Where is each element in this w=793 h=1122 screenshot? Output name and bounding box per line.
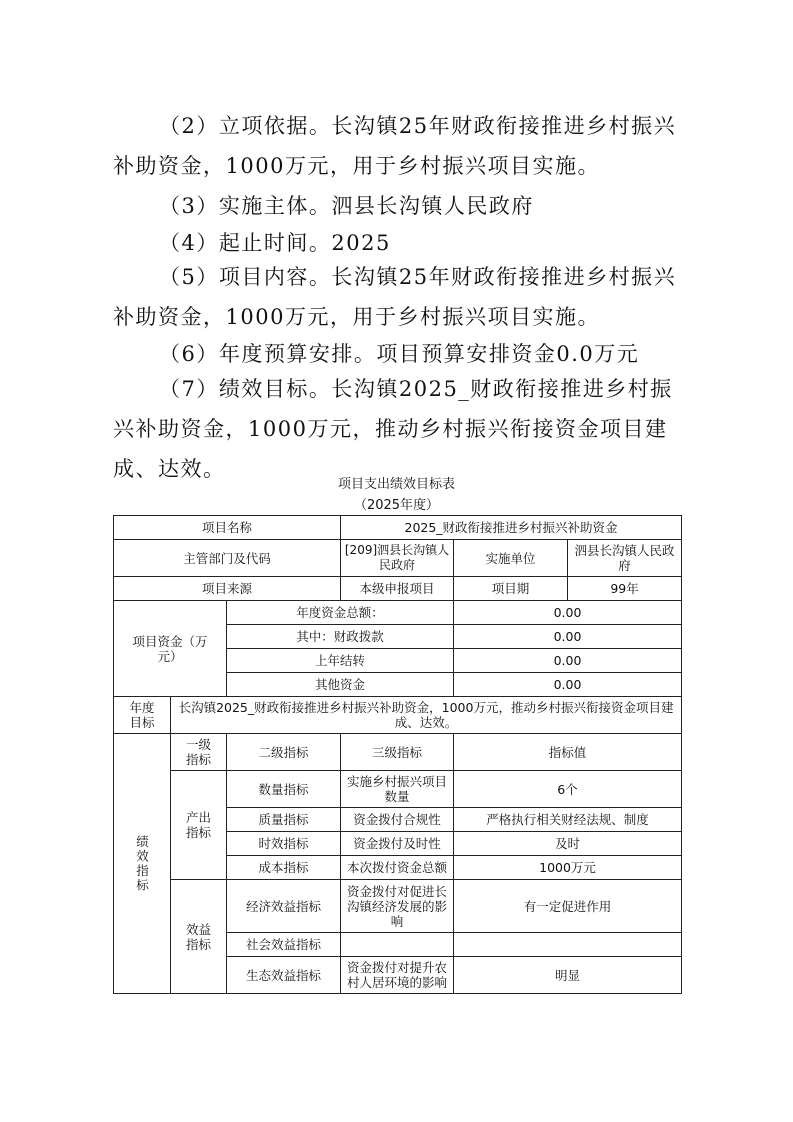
period-label: 项目期 (454, 577, 568, 601)
source-label: 项目来源 (114, 577, 341, 601)
dept-label: 主管部门及代码 (114, 540, 341, 577)
benefit-l3 (341, 933, 454, 957)
header-level1: 一级指标 (171, 734, 227, 771)
performance-table (113, 515, 682, 994)
output-l2: 数量指标 (227, 771, 341, 808)
header-level2: 二级指标 (227, 734, 341, 771)
paragraph-content: （5）项目内容。长沟镇25年财政衔接推进乡村振兴补助资金，1000万元，用于乡村振兴项目实施。 (113, 265, 677, 329)
perf-indicators-label: 绩效指标 (114, 734, 171, 994)
paragraph-implementer: （3）实施主体。泗县长沟镇人民政府 (159, 194, 534, 218)
funds-other-label: 其他资金 (227, 673, 454, 697)
table-year: （2025年度） (353, 498, 440, 513)
impl-unit-label: 实施单位 (454, 540, 568, 577)
output-value: 严格执行相关财经法规、制度 (454, 808, 682, 832)
funds-other-value: 0.00 (454, 673, 682, 697)
header-value: 指标值 (454, 734, 682, 771)
benefit-l2: 社会效益指标 (227, 933, 341, 957)
funds-carryover-label: 上年结转 (227, 649, 454, 673)
annual-goal-label: 年度目标 (114, 697, 171, 734)
table-title: 项目支出绩效目标表 (337, 477, 455, 492)
funds-label: 项目资金（万元） (114, 601, 227, 697)
benefit-value: 明显 (454, 957, 682, 994)
benefit-indicators-label: 效益指标 (171, 880, 227, 994)
dept-value: [209]泗县长沟镇人民政府 (341, 540, 454, 577)
funds-carryover-value: 0.00 (454, 649, 682, 673)
paragraph-goal: （7）绩效目标。长沟镇2025_财政衔接推进乡村振兴补助资金，1000万元，推动乡村振兴衔接资金项目建成、达效。 (113, 377, 673, 481)
annual-goal-value: 长沟镇2025_财政衔接推进乡村振兴补助资金，1000万元，推动乡村振兴衔接资金项目建成、达效。 (171, 697, 682, 734)
output-l3: 实施乡村振兴项目数量 (341, 771, 454, 808)
funds-total-value: 0.00 (454, 601, 682, 625)
project-name-value: 2025_财政衔接推进乡村振兴补助资金 (341, 516, 682, 540)
output-l2: 质量指标 (227, 808, 341, 832)
output-l3: 资金拨付及时性 (341, 832, 454, 856)
funds-fiscal-label: 其中：财政拨款 (227, 625, 454, 649)
benefit-l3: 资金拨付对促进长沟镇经济发展的影响 (341, 880, 454, 933)
paragraph-project-basis: （2）立项依据。长沟镇25年财政衔接推进乡村振兴补助资金，1000万元，用于乡村振兴项目实施。 (113, 114, 677, 178)
benefit-l2: 生态效益指标 (227, 957, 341, 994)
output-l3: 本次拨付资金总额 (341, 856, 454, 880)
output-value: 及时 (454, 832, 682, 856)
source-value: 本级申报项目 (341, 577, 454, 601)
funds-fiscal-value: 0.00 (454, 625, 682, 649)
funds-total-label: 年度资金总额： (227, 601, 454, 625)
header-level3: 三级指标 (341, 734, 454, 771)
benefit-l2: 经济效益指标 (227, 880, 341, 933)
project-name-label: 项目名称 (114, 516, 341, 540)
output-l2: 时效指标 (227, 832, 341, 856)
paragraph-period: （4）起止时间。2025 (159, 231, 391, 255)
benefit-value: 有一定促进作用 (454, 880, 682, 933)
paragraph-budget: （6）年度预算安排。项目预算安排资金0.0万元 (159, 342, 640, 366)
output-indicators-label: 产出指标 (171, 771, 227, 880)
period-value: 99年 (568, 577, 682, 601)
output-value: 1000万元 (454, 856, 682, 880)
impl-unit-value: 泗县长沟镇人民政府 (568, 540, 682, 577)
output-l3: 资金拨付合规性 (341, 808, 454, 832)
output-l2: 成本指标 (227, 856, 341, 880)
benefit-l3: 资金拨付对提升农村人居环境的影响 (341, 957, 454, 994)
benefit-value (454, 933, 682, 957)
output-value: 6个 (454, 771, 682, 808)
